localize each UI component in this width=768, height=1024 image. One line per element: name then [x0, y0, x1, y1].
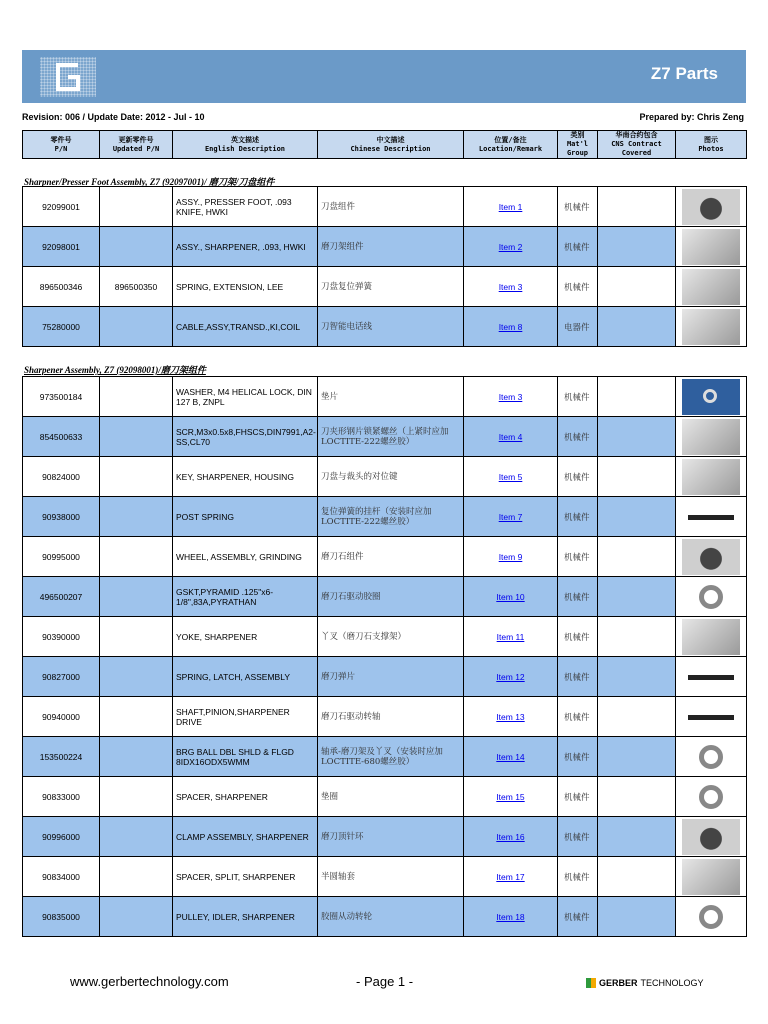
chinese-description-cell: 轴承-磨刀架及丫叉（安装时应加LOCTITE-680螺丝胶）	[318, 737, 464, 777]
item-link[interactable]: Item 7	[498, 511, 523, 522]
table-row	[23, 857, 747, 897]
column-header-en: English Description	[204, 144, 286, 153]
english-description-cell: CABLE,ASSY,TRANSD.,KI,COIL	[173, 307, 318, 347]
cns-contract-cell	[598, 227, 676, 267]
chinese-description-cell: 磨刀石组件	[318, 537, 464, 577]
part-number-cell: 90834000	[23, 857, 100, 897]
photo-cell	[676, 537, 747, 577]
material-group-cell: 机械件	[558, 577, 598, 617]
cns-contract-cell	[598, 537, 676, 577]
location-cell	[464, 577, 558, 617]
cns-contract-cell	[598, 617, 676, 657]
column-header-cn: 华南合约包含	[615, 131, 658, 139]
updated-part-number-cell	[100, 227, 173, 267]
updated-part-number-cell	[100, 187, 173, 227]
english-description-cell: SPACER, SPLIT, SHARPENER	[173, 857, 318, 897]
material-group-cell: 机械件	[558, 897, 598, 937]
cns-contract-cell	[598, 377, 676, 417]
updated-part-number-cell: 896500350	[100, 267, 173, 307]
photo-cell	[676, 657, 747, 697]
updated-part-number-cell	[100, 377, 173, 417]
column-header	[558, 131, 598, 159]
material-group-cell: 机械件	[558, 457, 598, 497]
location-cell	[464, 307, 558, 347]
english-description-cell: SCR,M3x0.5x8,FHSCS,DIN7991,A2-SS,CL70	[173, 417, 318, 457]
part-number-cell: 90827000	[23, 657, 100, 697]
material-group-cell: 机械件	[558, 777, 598, 817]
table-row	[23, 657, 747, 697]
cns-contract-cell	[598, 857, 676, 897]
clamp-photo	[682, 819, 740, 855]
column-header	[23, 131, 100, 159]
location-cell	[464, 497, 558, 537]
part-number-cell: 496500207	[23, 577, 100, 617]
sharpener-assembly-photo	[682, 229, 740, 265]
material-group-cell: 机械件	[558, 657, 598, 697]
part-number-cell: 90940000	[23, 697, 100, 737]
location-cell	[464, 857, 558, 897]
chinese-description-cell: 刀夹形钢片锁紧螺丝（上紧时应加LOCTITE-222螺丝胶）	[318, 417, 464, 457]
chinese-description-cell: 磨刀顶针环	[318, 817, 464, 857]
washer-photo	[682, 379, 740, 415]
item-link[interactable]: Item 17	[496, 871, 525, 882]
photo-cell	[676, 417, 747, 457]
part-number-cell: 896500346	[23, 267, 100, 307]
chinese-description-cell: 磨刀石驱动转轴	[318, 697, 464, 737]
part-number-cell: 75280000	[23, 307, 100, 347]
column-header-en: Location/Remark	[478, 144, 543, 153]
brand-name: GERBER	[599, 978, 638, 988]
latch-spring-photo	[682, 659, 740, 695]
location-cell	[464, 187, 558, 227]
photo-cell	[676, 817, 747, 857]
chinese-description-cell: 垫片	[318, 377, 464, 417]
screw-photo	[682, 419, 740, 455]
part-number-cell: 90996000	[23, 817, 100, 857]
updated-part-number-cell	[100, 307, 173, 347]
table-row	[23, 777, 747, 817]
chinese-description-cell: 复位弹簧的挂杆（安装时应加LOCTITE-222螺丝胶）	[318, 497, 464, 537]
column-header	[100, 131, 173, 159]
location-cell	[464, 697, 558, 737]
part-number-cell: 153500224	[23, 737, 100, 777]
cns-contract-cell	[598, 417, 676, 457]
cns-contract-cell	[598, 657, 676, 697]
photo-cell	[676, 777, 747, 817]
chinese-description-cell: 磨刀石驱动胶圈	[318, 577, 464, 617]
parts-table-sharpener-assembly	[22, 376, 747, 937]
part-number-cell: 90835000	[23, 897, 100, 937]
english-description-cell: GSKT,PYRAMID .125"x6-1/8",83A,PYRATHAN	[173, 577, 318, 617]
location-cell	[464, 897, 558, 937]
item-link[interactable]: Item 2	[498, 241, 523, 252]
photo-cell	[676, 697, 747, 737]
idler-pulley-photo	[682, 899, 740, 935]
location-cell	[464, 377, 558, 417]
pinion-shaft-photo	[682, 699, 740, 735]
material-group-cell: 机械件	[558, 697, 598, 737]
column-header-cn: 英文描述	[231, 135, 259, 144]
item-link[interactable]: Item 13	[496, 711, 525, 722]
part-number-cell: 90938000	[23, 497, 100, 537]
part-number-cell: 973500184	[23, 377, 100, 417]
column-header	[676, 131, 747, 159]
column-header-cn: 中文描述	[376, 135, 405, 144]
english-description-cell: POST SPRING	[173, 497, 318, 537]
location-cell	[464, 417, 558, 457]
column-header	[598, 131, 676, 159]
gerber-logo-icon	[40, 57, 96, 97]
chinese-description-cell: 半圆轴套	[318, 857, 464, 897]
chinese-description-cell: 磨刀架组件	[318, 227, 464, 267]
item-link[interactable]: Item 5	[498, 471, 523, 482]
table-row	[23, 307, 747, 347]
english-description-cell: PULLEY, IDLER, SHARPENER	[173, 897, 318, 937]
page-title: Z7 Parts	[650, 64, 718, 83]
column-header	[318, 131, 464, 159]
item-link[interactable]: Item 3	[498, 281, 523, 292]
part-number-cell: 854500633	[23, 417, 100, 457]
table-row	[23, 537, 747, 577]
english-description-cell: WASHER, M4 HELICAL LOCK, DIN 127 B, ZNPL	[173, 377, 318, 417]
column-header	[464, 131, 558, 159]
photo-cell	[676, 377, 747, 417]
updated-part-number-cell	[100, 457, 173, 497]
parts-table-sharpener-presser-foot	[22, 186, 747, 347]
cns-contract-cell	[598, 187, 676, 227]
footer-url: www.gerbertechnology.com	[70, 974, 229, 989]
material-group-cell: 机械件	[558, 227, 598, 267]
column-header-en: Mat'l Group	[566, 140, 589, 157]
updated-part-number-cell	[100, 857, 173, 897]
photo-cell	[676, 897, 747, 937]
cns-contract-cell	[598, 897, 676, 937]
column-header-cn: 更新零件号	[118, 135, 154, 144]
table-row	[23, 577, 747, 617]
photo-cell	[676, 577, 747, 617]
updated-part-number-cell	[100, 497, 173, 537]
location-cell	[464, 267, 558, 307]
coil-cable-photo	[682, 309, 740, 345]
table-row	[23, 817, 747, 857]
prepared-by: Prepared by: Chris Zeng	[639, 112, 744, 122]
column-header-cn: 零件号	[50, 135, 72, 144]
cns-contract-cell	[598, 577, 676, 617]
material-group-cell: 机械件	[558, 817, 598, 857]
column-header-en: Photos	[698, 144, 724, 153]
location-cell	[464, 737, 558, 777]
item-link[interactable]: Item 18	[496, 911, 525, 922]
cns-contract-cell	[598, 457, 676, 497]
chinese-description-cell: 垫圈	[318, 777, 464, 817]
photo-cell	[676, 307, 747, 347]
english-description-cell: BRG BALL DBL SHLD & FLGD 8IDX16ODX5WMM	[173, 737, 318, 777]
gerber-mark-icon	[586, 978, 596, 988]
title-banner	[22, 50, 746, 103]
column-header-row	[23, 131, 747, 159]
item-link[interactable]: Item 3	[498, 391, 523, 402]
photo-cell	[676, 187, 747, 227]
chinese-description-cell: 胶圈从动转轮	[318, 897, 464, 937]
updated-part-number-cell	[100, 897, 173, 937]
page-number: - Page 1 -	[356, 974, 414, 989]
chinese-description-cell: 刀智能电话线	[318, 307, 464, 347]
column-header	[173, 131, 318, 159]
cns-contract-cell	[598, 497, 676, 537]
cns-contract-cell	[598, 307, 676, 347]
photo-cell	[676, 857, 747, 897]
english-description-cell: SPRING, LATCH, ASSEMBLY	[173, 657, 318, 697]
cns-contract-cell	[598, 777, 676, 817]
column-header-cn: 位置/备注	[494, 135, 527, 144]
english-description-cell: WHEEL, ASSEMBLY, GRINDING	[173, 537, 318, 577]
photo-cell	[676, 737, 747, 777]
column-header-table	[22, 130, 747, 159]
post-spring-photo	[682, 499, 740, 535]
updated-part-number-cell	[100, 657, 173, 697]
updated-part-number-cell	[100, 417, 173, 457]
material-group-cell: 机械件	[558, 737, 598, 777]
column-header-en: Chinese Description	[350, 144, 431, 153]
location-cell	[464, 227, 558, 267]
spacer-photo	[682, 779, 740, 815]
section-title: Sharpener Assembly, Z7 (92098001)/磨刀架组件	[24, 365, 206, 375]
cns-contract-cell	[598, 697, 676, 737]
location-cell	[464, 537, 558, 577]
english-description-cell: SHAFT,PINION,SHARPENER DRIVE	[173, 697, 318, 737]
updated-part-number-cell	[100, 617, 173, 657]
presser-foot-photo	[682, 189, 740, 225]
material-group-cell: 电器件	[558, 307, 598, 347]
location-cell	[464, 657, 558, 697]
key-photo	[682, 459, 740, 495]
revision-info: Revision: 006 / Update Date: 2012 - Jul - 10	[22, 112, 205, 122]
location-cell	[464, 617, 558, 657]
table-row	[23, 187, 747, 227]
material-group-cell: 机械件	[558, 417, 598, 457]
english-description-cell: SPRING, EXTENSION, LEE	[173, 267, 318, 307]
item-link[interactable]: Item 15	[496, 791, 525, 802]
table-row	[23, 377, 747, 417]
photo-cell	[676, 227, 747, 267]
updated-part-number-cell	[100, 537, 173, 577]
item-link[interactable]: Item 16	[496, 831, 525, 842]
column-header-en: Updated P/N	[112, 144, 160, 153]
bearing-photo	[682, 739, 740, 775]
english-description-cell: SPACER, SHARPENER	[173, 777, 318, 817]
table-row	[23, 227, 747, 267]
chinese-description-cell: 刀盘复位弹簧	[318, 267, 464, 307]
item-link[interactable]: Item 1	[498, 201, 523, 212]
item-link[interactable]: Item 4	[498, 431, 523, 442]
footer-brand	[586, 978, 704, 988]
column-header-cn: 类别	[570, 131, 585, 139]
table-row	[23, 497, 747, 537]
material-group-cell: 机械件	[558, 377, 598, 417]
chinese-description-cell: 丫叉（磨刀石支撑架）	[318, 617, 464, 657]
material-group-cell: 机械件	[558, 267, 598, 307]
chinese-description-cell: 刀盘与裁头的对位键	[318, 457, 464, 497]
table-row	[23, 267, 747, 307]
material-group-cell: 机械件	[558, 537, 598, 577]
table-row	[23, 457, 747, 497]
extension-spring-photo	[682, 269, 740, 305]
part-number-cell: 92098001	[23, 227, 100, 267]
material-group-cell: 机械件	[558, 617, 598, 657]
photo-cell	[676, 267, 747, 307]
gasket-photo	[682, 579, 740, 615]
table-row	[23, 697, 747, 737]
cns-contract-cell	[598, 737, 676, 777]
part-number-cell: 90390000	[23, 617, 100, 657]
item-link[interactable]: Item 12	[496, 671, 525, 682]
item-link[interactable]: Item 14	[496, 751, 525, 762]
column-header-en: CNS Contract Covered	[611, 140, 662, 157]
item-link[interactable]: Item 10	[496, 591, 525, 602]
chinese-description-cell: 刀盘组件	[318, 187, 464, 227]
updated-part-number-cell	[100, 817, 173, 857]
english-description-cell: ASSY., SHARPENER, .093, HWKI	[173, 227, 318, 267]
table-row	[23, 897, 747, 937]
updated-part-number-cell	[100, 737, 173, 777]
part-number-cell: 92099001	[23, 187, 100, 227]
section-title: Sharpner/Presser Foot Assembly, Z7 (92097001)/ 磨刀架/刀盘组件	[24, 177, 275, 187]
photo-cell	[676, 497, 747, 537]
part-number-cell: 90995000	[23, 537, 100, 577]
updated-part-number-cell	[100, 777, 173, 817]
photo-cell	[676, 457, 747, 497]
split-spacer-photo	[682, 859, 740, 895]
cns-contract-cell	[598, 267, 676, 307]
photo-cell	[676, 617, 747, 657]
material-group-cell: 机械件	[558, 857, 598, 897]
material-group-cell: 机械件	[558, 497, 598, 537]
updated-part-number-cell	[100, 577, 173, 617]
column-header-en: P/N	[54, 144, 68, 153]
column-header-cn: 图示	[704, 135, 718, 144]
chinese-description-cell: 磨刀弹片	[318, 657, 464, 697]
english-description-cell: KEY, SHARPENER, HOUSING	[173, 457, 318, 497]
grinding-wheel-photo	[682, 539, 740, 575]
english-description-cell: ASSY., PRESSER FOOT, .093 KNIFE, HWKI	[173, 187, 318, 227]
brand-suffix: TECHNOLOGY	[640, 978, 704, 988]
english-description-cell: YOKE, SHARPENER	[173, 617, 318, 657]
table-row	[23, 737, 747, 777]
location-cell	[464, 817, 558, 857]
part-number-cell: 90833000	[23, 777, 100, 817]
cns-contract-cell	[598, 817, 676, 857]
part-number-cell: 90824000	[23, 457, 100, 497]
table-row	[23, 417, 747, 457]
yoke-photo	[682, 619, 740, 655]
english-description-cell: CLAMP ASSEMBLY, SHARPENER	[173, 817, 318, 857]
table-row	[23, 617, 747, 657]
location-cell	[464, 457, 558, 497]
material-group-cell: 机械件	[558, 187, 598, 227]
item-link[interactable]: Item 9	[498, 551, 523, 562]
location-cell	[464, 777, 558, 817]
updated-part-number-cell	[100, 697, 173, 737]
item-link[interactable]: Item 8	[498, 321, 523, 332]
item-link[interactable]: Item 11	[496, 631, 525, 642]
